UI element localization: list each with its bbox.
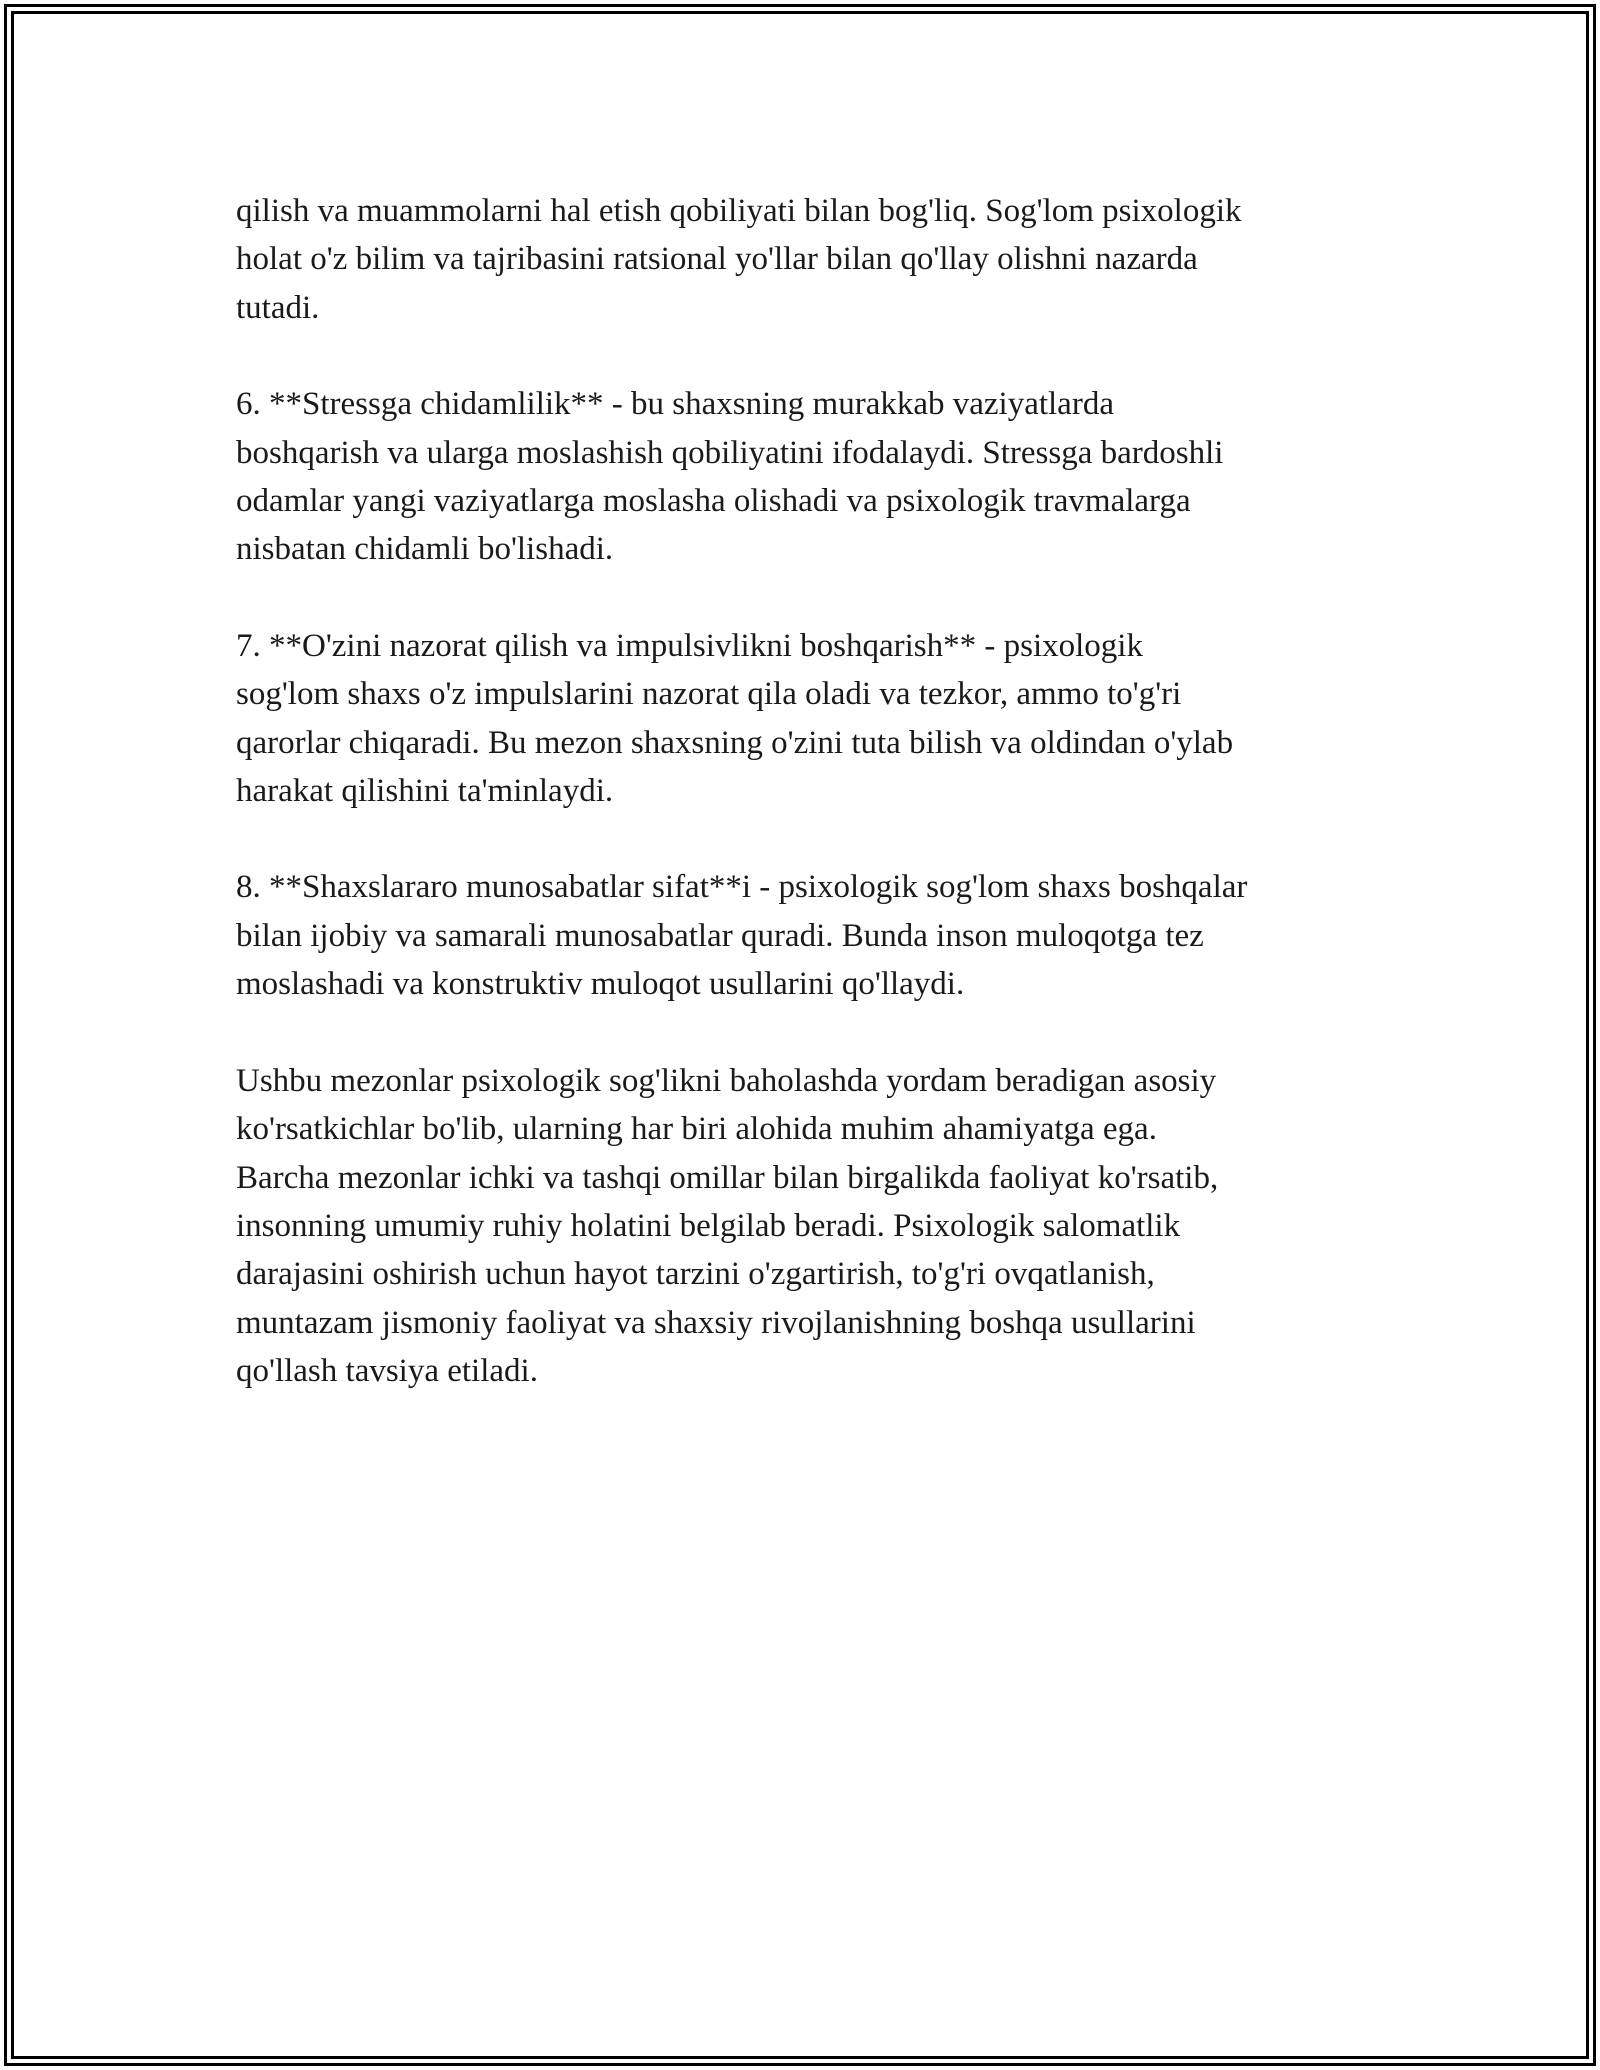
paragraph-conclusion: Ushbu mezonlar psixologik sog'likni baholashda yordam beradigan asosiy ko'rsatkichlar bo'lib, ularning har biri alohida muhim ahamiyatga ega. Barcha mezonlar ichki va tashqi omillar bilan birgalikda faoliyat ko'rsatib, insonning umumiy ruhiy holatini belgilab beradi. Psixologik salomatlik darajasini oshirish uchun hayot tarzini o'zgartirish, to'g'ri ovqatlanish, muntazam jismoniy faoliyat va shaxsiy rivojlanishning boshqa usullarini qo'llash tavsiya etiladi.	[236, 1062, 1219, 1390]
paragraph-item-7-self-control: 7. **O'zini nazorat qilish va impulsivlikni boshqarish** - psixologik sog'lom shaxs o'z impulslarini nazorat qila oladi va tezkor, ammo to'g'ri qarorlar chiqaradi. Bu mezon shaxsning o'zini tuta bilish va oldindan o'ylab harakat qilishini ta'minlaydi.	[236, 627, 1234, 810]
paragraph-item-6-stress-resilience: 6. **Stressga chidamlilik** - bu shaxsning murakkab vaziyatlarda boshqarish va ularga moslashish qobiliyatini ifodalaydi. Stressga bardoshli odamlar yangi vaziyatlarga moslasha olishadi va psixologik travmalarga nisbatan chidamli bo'lishadi.	[236, 386, 1224, 568]
document-body	[236, 187, 1371, 1444]
paragraph-intro-continuation: qilish va muammolarni hal etish qobiliyati bilan bog'liq. Sog'lom psixologik holat o'z bilim va tajribasini ratsional yo'llar bilan qo'llay olishni nazarda tutadi.	[236, 193, 1242, 326]
paragraph-item-8-interpersonal: 8. **Shaxslararo munosabatlar sifat**i - psixologik sog'lom shaxs boshqalar bilan ijobiy va samarali munosabatlar quradi. Bunda inson muloqotga tez moslashadi va konstruktiv muloqot usullarini qo'llaydi.	[236, 869, 1248, 1003]
